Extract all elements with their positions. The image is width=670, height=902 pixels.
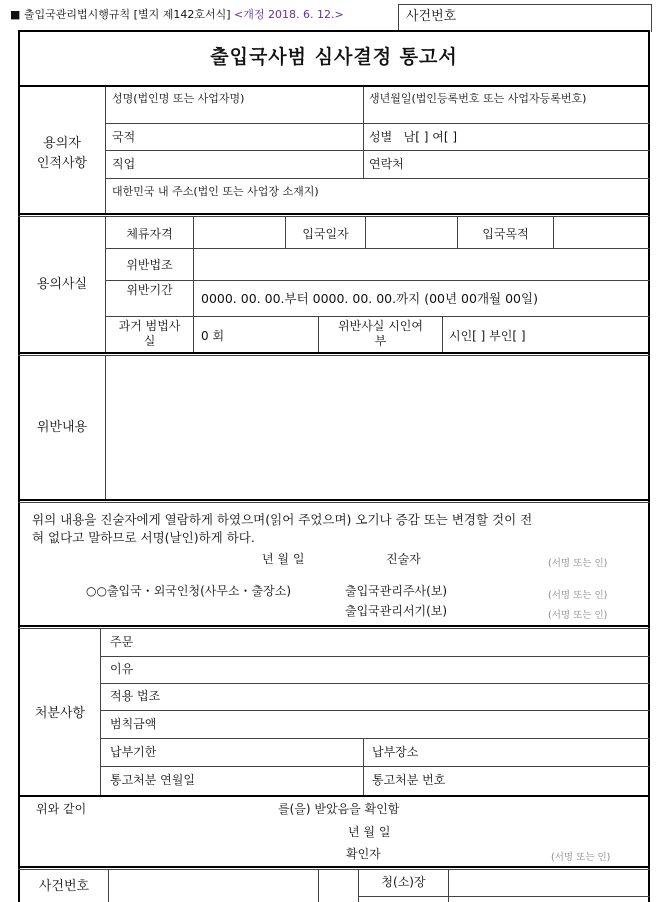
entry-date-label: 입국일자 [302,227,349,241]
name-field-label: 성명(법인명 또는 사업자명) [112,92,245,105]
case-number-label: 사건번호 [406,9,457,24]
officer-signature[interactable]: (서명 또는 인) [548,590,608,601]
officer-label: 출입국관리주사(보) [345,584,448,598]
confirmer-label: 확인자 [346,847,381,861]
form-reference: ■ 출입국관리법시행규칙 [별지 제142호서식] <개정 2018. 6. 12.> [10,8,344,21]
receipt-prefix: 위와 같이 [36,802,87,816]
past-record-value[interactable]: 0 회 [201,329,225,343]
nationality-label: 국적 [112,130,136,144]
clerk-label: 출입국관리서기(보) [345,604,448,618]
page-title: 출입국사범 심사결정 통고서 [210,46,458,68]
status-label: 체류자격 [126,227,173,241]
statement-date: 년 월 일 [262,552,305,566]
address-label: 대한민국 내 주소(법인 또는 사업장 소재지) [112,185,319,198]
contact-label: 연락처 [369,157,404,171]
due-date-label: 납부기한 [110,745,157,759]
stater-label: 진술자 [386,552,421,566]
chief-label: 청(소)장 [381,875,426,889]
suspect-section-label: 용의자 인적사항 [36,136,88,171]
entry-date-input[interactable] [366,217,457,247]
revision-note: <개정 2018. 6. 12.> [234,8,344,21]
entry-purpose-label: 입국목적 [482,227,529,241]
payment-place-label: 납부장소 [372,745,419,759]
receipt-text: 를(을) 받았음을 확인함 [278,802,400,816]
office-name: ○○출입국・외국인청(사무소・출장소) [86,584,292,598]
notice-number-label: 통고처분 번호 [372,773,446,787]
admission-checkboxes[interactable]: 시인[ ] 부인[ ] [449,329,526,343]
violation-section-label: 위반내용 [36,420,88,435]
confirmer-signature[interactable]: (서명 또는 인) [551,852,611,863]
violation-content-area[interactable] [106,356,649,498]
occupation-label: 직업 [112,157,136,171]
statement-line-1: 위의 내용을 진술자에게 열람하게 하였으며(읽어 주었으며) 오기나 증감 또는 변경할 것이 전 [32,512,533,527]
birth-field-label: 생년월일(법인등록번호 또는 사업자등록번호) [369,92,587,105]
receipt-date: 년 월 일 [348,825,391,839]
reason-label: 이유 [110,662,134,676]
entry-purpose-input[interactable] [554,217,649,247]
notice-date-label: 통고처분 연월일 [110,773,195,787]
applied-law-label: 적용 법조 [110,689,161,703]
admission-label: 위반사실 시인여 부 [338,319,423,348]
stater-signature[interactable]: (서명 또는 인) [548,558,608,569]
violated-law-label: 위반법조 [126,258,173,272]
clerk-signature[interactable]: (서명 또는 인) [548,610,608,621]
fine-label: 범칙금액 [110,717,157,731]
gender-label: 성별 남[ ] 여[ ] [369,130,457,144]
birth-input[interactable] [364,108,649,123]
order-label: 주문 [110,635,134,649]
past-record-label: 과거 범법사 실 [118,319,181,348]
footer-case-number-input[interactable] [109,870,318,901]
gender-checkboxes[interactable]: 남[ ] 여[ ] [403,130,457,144]
chief-signature-box[interactable] [449,870,649,895]
status-input[interactable] [194,217,285,247]
violation-period-label: 위반기간 [126,283,173,297]
disposition-section-label: 처분사항 [34,706,86,721]
footer-case-number-label: 사건번호 [38,879,90,894]
violated-law-input[interactable] [194,249,649,279]
violation-period-value[interactable]: 0000. 00. 00.부터 0000. 00. 00.까지 (00년 00개월 00일) [201,291,538,306]
statement-line-2: 혀 없다고 말하므로 서명(날인)하게 하다. [32,530,255,545]
facts-section-label: 용의사실 [36,277,88,292]
name-input[interactable] [106,108,362,123]
